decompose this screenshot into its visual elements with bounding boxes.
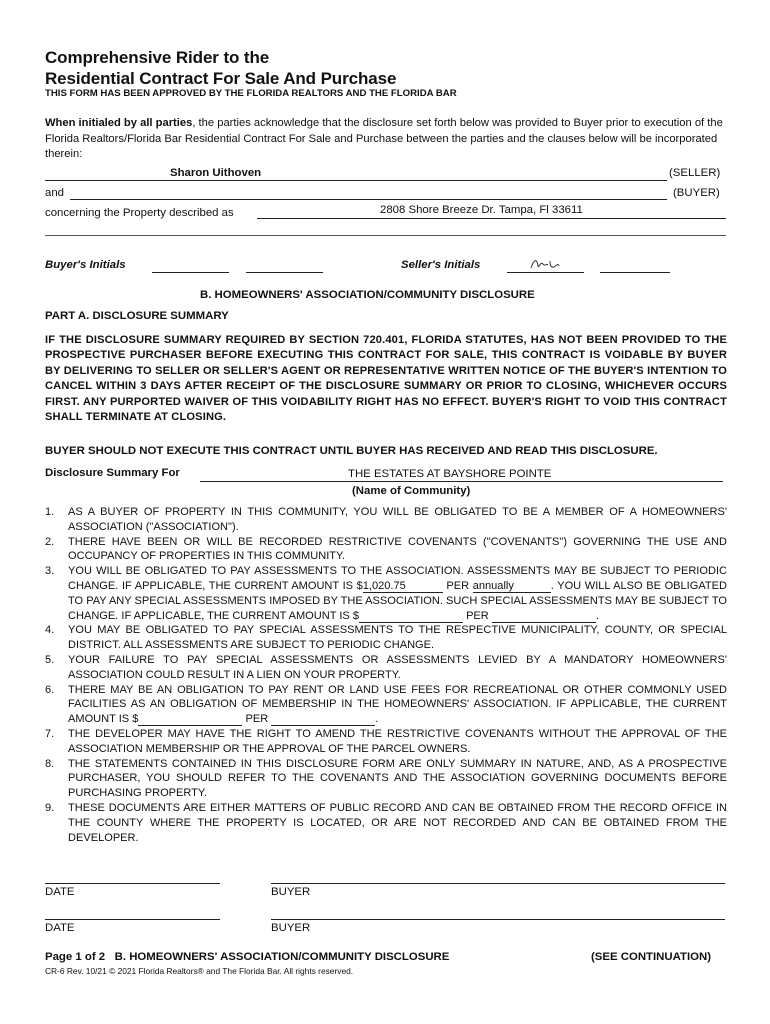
buyer-signature-field-1[interactable]: [271, 883, 725, 884]
list-item: 4. YOU MAY BE OBLIGATED TO PAY SPECIAL ASSESSMENTS TO THE RESPECTIVE MUNICIPALITY, COUNTY, OR SPECIAL DISTRICT. ALL ASSESSMENTS ARE SUBJECT TO PERIODIC CHANGE.: [45, 624, 727, 652]
voidability-warning: IF THE DISCLOSURE SUMMARY REQUIRED BY SECTION 720.401, FLORIDA STATUTES, HAS NOT BEEN PROVIDED TO THE PROSPECTIVE PURCHASER BEFORE EXECUTING THIS CONTRACT FOR SALE, THIS CONTRACT IS VOIDABLE BY BUYER BY DELIVERING TO SELLER OR SELLER'S AGENT OR REPRESENTATIVE WRITTEN NOTICE OF THE BUYER'S INTENTION TO CANCEL WITHIN 3 DAYS AFTER RECEIPT OF THE DISCLOSURE SUMMARY OR PRIOR TO CLOSING, WHICHEVER OCCURS FIRST. ANY PURPORTED WAIVER OF THIS VOIDABILITY RIGHT HAS NO EFFECT. BUYER'S RIGHT TO VOID THIS CONTRACT SHALL TERMINATE AT CLOSING.: [45, 334, 727, 424]
date-field-2[interactable]: [45, 919, 220, 920]
community-caption: (Name of Community): [352, 485, 471, 497]
buyer-signature-field-2[interactable]: [271, 919, 725, 920]
facility-fee-amount-field[interactable]: [138, 713, 242, 726]
list-item-text: YOUR FAILURE TO PAY SPECIAL ASSESSMENTS OR ASSESSMENTS LEVIED BY A MANDATORY HOMEOWNERS' ASSOCIATION COULD RESULT IN A LIEN ON YOUR PROPERTY.: [68, 653, 727, 681]
assessment-period-field[interactable]: annually: [473, 580, 551, 593]
property-field[interactable]: [257, 218, 726, 219]
footer-page-info: [45, 951, 449, 963]
copyright-notice: CR-6 Rev. 10/21 © 2021 Florida Realtors® and The Florida Bar. All rights reserved.: [45, 966, 354, 976]
special-assessment-period-field[interactable]: [492, 610, 596, 623]
facility-fee-period-field[interactable]: [271, 713, 375, 726]
buyer-initials-field-2[interactable]: [246, 272, 323, 273]
intro-paragraph: [45, 116, 727, 163]
footer-section: B. HOMEOWNERS' ASSOCIATION/COMMUNITY DISCLOSURE: [114, 951, 450, 963]
buyer-label: (BUYER): [673, 187, 720, 199]
intro-text: , the parties acknowledge that the disclosure set forth below was provided to Buyer prior to execution of the Florida Realtors/Florida Bar Residential Contract For Sale and Purchase between the parties and the clauses below will be incorporated therein:: [45, 117, 723, 160]
property-address: 2808 Shore Breeze Dr. Tampa, Fl 33611: [380, 204, 583, 216]
list-item: 1. AS A BUYER OF PROPERTY IN THIS COMMUNITY, YOU WILL BE OBLIGATED TO BE A MEMBER OF A HOMEOWNERS' ASSOCIATION ("ASSOCIATION").: [45, 506, 727, 533]
part-a-heading: PART A. DISCLOSURE SUMMARY: [45, 310, 229, 322]
community-name-field[interactable]: [200, 481, 723, 482]
property-field-continued[interactable]: [45, 235, 726, 236]
form-title-line2: Residential Contract For Sale And Purchase: [45, 69, 397, 88]
list-item-text: THE STATEMENTS CONTAINED IN THIS DISCLOSURE FORM ARE ONLY SUMMARY IN NATURE, AND, AS A PROSPECTIVE PURCHASER, YOU SHOULD REFER TO THE COVENANTS AND THE ASSOCIATION GOVERNING DOCUMENTS BEFORE PURCHASING PROPERTY.: [68, 757, 727, 800]
approval-notice: THIS FORM HAS BEEN APPROVED BY THE FLORIDA REALTORS AND THE FLORIDA BAR: [45, 88, 457, 99]
page-number: Page 1 of 2: [45, 951, 106, 963]
seller-name: Sharon Uithoven: [170, 167, 262, 179]
seller-field[interactable]: [45, 180, 667, 181]
buyer-note: BUYER SHOULD NOT EXECUTE THIS CONTRACT UNTIL BUYER HAS RECEIVED AND READ THIS DISCLOSURE.: [45, 445, 658, 457]
property-label: concerning the Property described as: [45, 207, 234, 219]
list-item: 8. THE STATEMENTS CONTAINED IN THIS DISCLOSURE FORM ARE ONLY SUMMARY IN NATURE, AND, AS A PROSPECTIVE PURCHASER, YOU SHOULD REFER TO THE COVENANTS AND THE ASSOCIATION GOVERNING DOCUMENTS BEFORE PURCHASING PROPERTY.: [45, 757, 727, 800]
seller-initials-signature: [527, 255, 567, 273]
disclosure-list: [45, 505, 727, 845]
list-item-text: THESE DOCUMENTS ARE EITHER MATTERS OF PUBLIC RECORD AND CAN BE OBTAINED FROM THE RECORD OFFICE IN THE COUNTY WHERE THE PROPERTY IS LOCATED, OR ARE NOT RECORDED AND CAN BE OBTAINED FROM THE DEVELOPER.: [68, 801, 727, 844]
community-name: THE ESTATES AT BAYSHORE POINTE: [348, 468, 552, 480]
list-item: 5. YOUR FAILURE TO PAY SPECIAL ASSESSMENTS OR ASSESSMENTS LEVIED BY A MANDATORY HOMEOWNERS' ASSOCIATION COULD RESULT IN A LIEN ON YOUR PROPERTY.: [45, 653, 727, 681]
list-item: 6. THERE MAY BE AN OBLIGATION TO PAY RENT OR LAND USE FEES FOR RECREATIONAL OR OTHER COMMONLY USED FACILITIES AS AN OBLIGATION OF MEMBERSHIP IN THE HOMEOWNERS' ASSOCIATION. IF APPLICABLE, THE CURRENT AMOUNT IS $ PER .: [45, 683, 727, 726]
and-label: and: [45, 187, 65, 199]
list-item-text: THE DEVELOPER MAY HAVE THE RIGHT TO AMEND THE RESTRICTIVE COVENANTS WITHOUT THE APPROVAL OF THE ASSOCIATION MEMBERSHIP OR THE APPROVAL OF THE PARCEL OWNERS.: [68, 727, 727, 755]
intro-lead: When initialed by all parties: [45, 117, 193, 129]
buyer-initials-label: Buyer's Initials: [45, 259, 126, 271]
list-item: 9. THESE DOCUMENTS ARE EITHER MATTERS OF PUBLIC RECORD AND CAN BE OBTAINED FROM THE RECORD OFFICE IN THE COUNTY WHERE THE PROPERTY IS LOCATED, OR ARE NOT RECORDED AND CAN BE OBTAINED FROM THE DEVELOPER.: [45, 801, 727, 844]
buyer-field[interactable]: [70, 199, 667, 200]
list-item-text: AS A BUYER OF PROPERTY IN THIS COMMUNITY, YOU WILL BE OBLIGATED TO BE A MEMBER OF A HOMEOWNERS' ASSOCIATION ("ASSOCIATION").: [68, 506, 727, 533]
assessment-amount-field[interactable]: 1,020.75: [363, 580, 443, 593]
buyer-sign-label-2: BUYER: [271, 922, 311, 934]
list-item: 7. THE DEVELOPER MAY HAVE THE RIGHT TO AMEND THE RESTRICTIVE COVENANTS WITHOUT THE APPROVAL OF THE ASSOCIATION MEMBERSHIP OR THE APPROVAL OF THE PARCEL OWNERS.: [45, 727, 727, 755]
seller-initials-label: Seller's Initials: [401, 259, 481, 271]
special-assessment-amount-field[interactable]: [359, 610, 463, 623]
form-title-line1: Comprehensive Rider to the: [45, 48, 270, 67]
date-field-1[interactable]: [45, 883, 220, 884]
buyer-initials-field-1[interactable]: [152, 272, 229, 273]
section-heading: B. HOMEOWNERS' ASSOCIATION/COMMUNITY DISCLOSURE: [200, 289, 535, 301]
list-item-text: THERE MAY BE AN OBLIGATION TO PAY RENT OR LAND USE FEES FOR RECREATIONAL OR OTHER COMMONLY USED FACILITIES AS AN OBLIGATION OF MEMBERSHIP IN THE HOMEOWNERS' ASSOCIATION. IF APPLICABLE, THE CURRENT AMOUNT IS $ PER .: [68, 683, 727, 726]
list-item-text: YOU MAY BE OBLIGATED TO PAY SPECIAL ASSESSMENTS TO THE RESPECTIVE MUNICIPALITY, COUNTY, OR SPECIAL DISTRICT. ALL ASSESSMENTS ARE SUBJECT TO PERIODIC CHANGE.: [68, 624, 727, 652]
date-label-2: DATE: [45, 922, 75, 934]
list-item-text: YOU WILL BE OBLIGATED TO PAY ASSESSMENTS TO THE ASSOCIATION. ASSESSMENTS MAY BE SUBJECT TO PERIODIC CHANGE. IF APPLICABLE, THE CURRENT AMOUNT IS $1,020.75 PER annually . YOU WILL ALSO BE OBLIGATED TO PAY ANY SPECIAL ASSESSMENTS IMPOSED BY THE ASSOCIATION. SUCH SPECIAL ASSESSMENTS MAY BE SUBJECT TO CHANGE. IF APPLICABLE, THE CURRENT AMOUNT IS $ PER .: [68, 565, 727, 622]
see-continuation: (SEE CONTINUATION): [591, 951, 712, 963]
summary-for-label: Disclosure Summary For: [45, 467, 180, 479]
list-item: 2. THERE HAVE BEEN OR WILL BE RECORDED RESTRICTIVE COVENANTS ("COVENANTS") GOVERNING THE USE AND OCCUPANCY OF PROPERTIES IN THIS COMMUNITY.: [45, 535, 727, 563]
buyer-sign-label-1: BUYER: [271, 886, 311, 898]
list-item: 3. YOU WILL BE OBLIGATED TO PAY ASSESSMENTS TO THE ASSOCIATION. ASSESSMENTS MAY BE SUBJECT TO PERIODIC CHANGE. IF APPLICABLE, THE CURRENT AMOUNT IS $1,020.75 PER annually . YOU WILL ALSO BE OBLIGATED TO PAY ANY SPECIAL ASSESSMENTS IMPOSED BY THE ASSOCIATION. SUCH SPECIAL ASSESSMENTS MAY BE SUBJECT TO CHANGE. IF APPLICABLE, THE CURRENT AMOUNT IS $ PER .: [45, 565, 727, 622]
list-item-text: THERE HAVE BEEN OR WILL BE RECORDED RESTRICTIVE COVENANTS ("COVENANTS") GOVERNING THE USE AND OCCUPANCY OF PROPERTIES IN THIS COMMUNITY.: [68, 535, 727, 563]
seller-label: (SELLER): [669, 167, 721, 179]
date-label-1: DATE: [45, 886, 75, 898]
seller-initials-field-2[interactable]: [600, 272, 670, 273]
